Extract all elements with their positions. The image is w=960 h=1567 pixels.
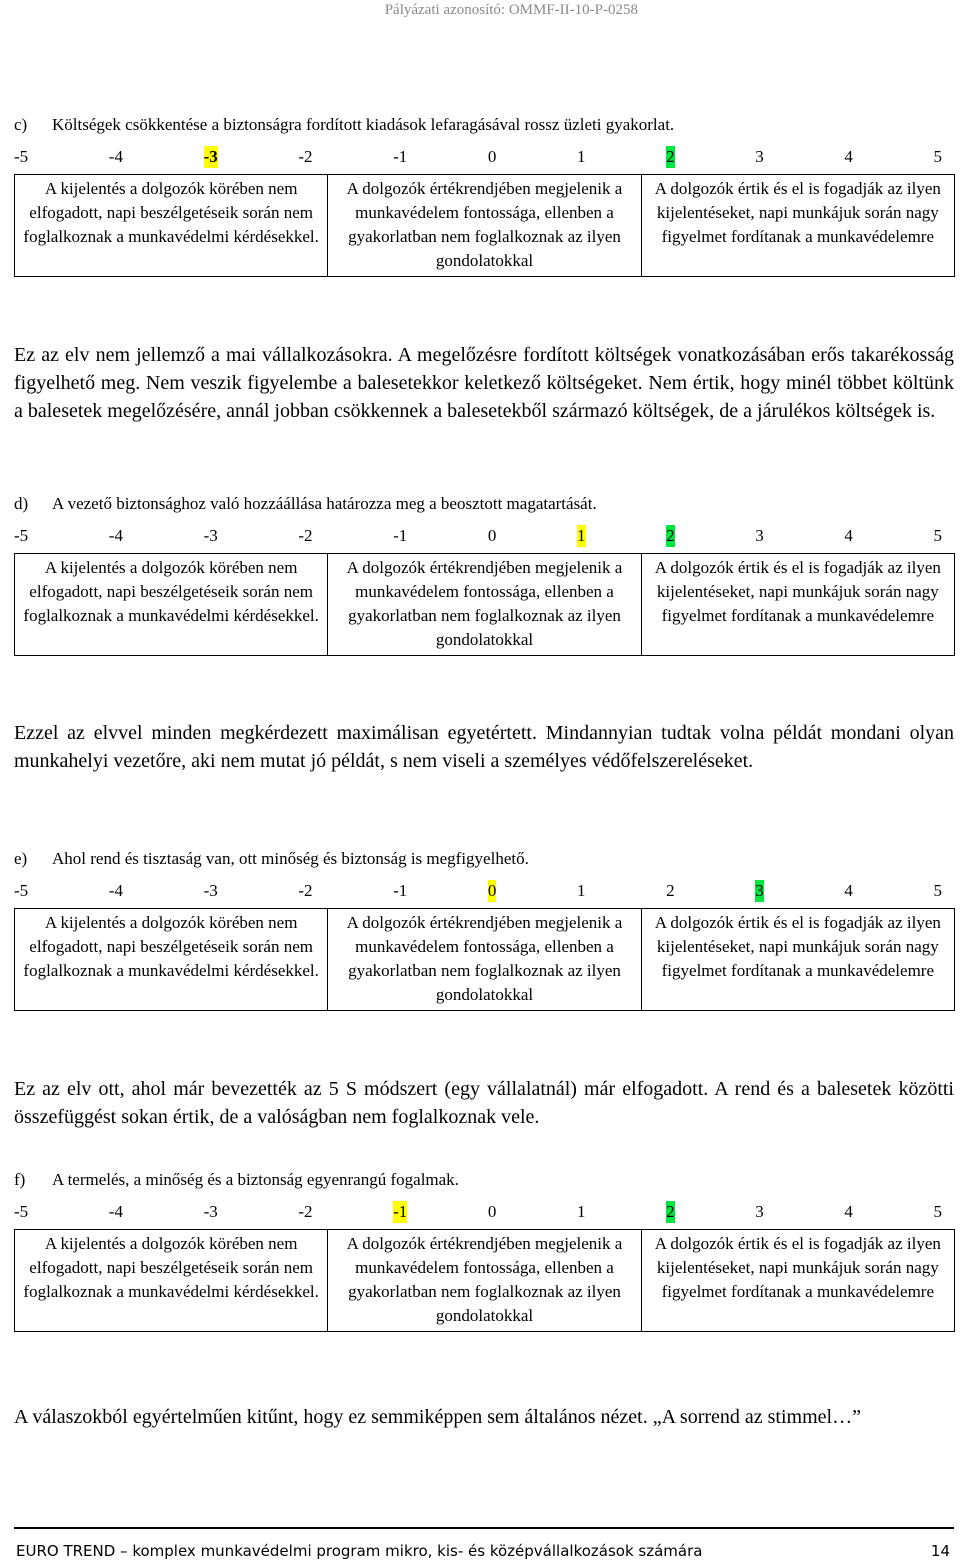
options-table	[14, 908, 955, 1011]
paragraph: Ez az elv nem jellemző a mai vállalkozásokra. A megelőzésre fordított költségek vonatkozásában erős takarékosság figyelhető meg. Nem veszik figyelembe a balesetekkor keletkező költségeket. Nem értik, hogy minél többet költünk a balesetek megelőzésére, annál jobban csökkennek a balesetekből származó költségek, de a járulékos költségek is.	[14, 344, 954, 422]
scale-value: 4	[844, 1202, 853, 1221]
scale-value-highlighted: 1	[577, 526, 586, 545]
scale-value: 1	[577, 147, 586, 166]
scale-value: 5	[933, 526, 942, 545]
scale-value: -2	[298, 881, 313, 900]
section-e	[14, 848, 954, 1011]
option-cell: A dolgozók értékrendjében megjelenik a munkavédelem fontossága, ellenben a gyakorlatban nem foglalkoznak az ilyen gondolatokkal	[328, 909, 641, 1011]
rating-scale	[14, 525, 954, 547]
scale-value: 4	[844, 526, 853, 545]
footer-text: EURO TREND – komplex munkavédelmi program mikro, kis- és középvállalkozások számára	[16, 1542, 703, 1560]
scale-value: 3	[755, 1202, 764, 1221]
scale-value: 0	[487, 147, 497, 166]
option-cell: A dolgozók értik és el is fogadják az ilyen kijelentéseket, napi munkájuk során nagy figyelmet fordítanak a munkavédelemre	[641, 554, 954, 656]
scale-value: 3	[755, 526, 764, 545]
paragraph: Ez az elv ott, ahol már bevezették az 5 S módszert (egy vállalatnál) már elfogadott. A rend és a balesetek közötti összefüggést sokan értik, de a valóságban nem foglalkoznak vele.	[14, 1078, 954, 1128]
scale-value-highlighted: 0	[487, 881, 497, 900]
section-f	[14, 1169, 954, 1332]
rating-scale	[14, 880, 954, 902]
options-table	[14, 174, 955, 277]
scale-value: -4	[108, 526, 123, 545]
rating-scale	[14, 146, 954, 168]
scale-value: -1	[393, 881, 408, 900]
option-cell: A dolgozók értik és el is fogadják az ilyen kijelentéseket, napi munkájuk során nagy figyelmet fordítanak a munkavédelemre	[641, 175, 954, 277]
paragraph: Ezzel az elvvel minden megkérdezett maximálisan egyetértett. Mindannyian tudtak volna példát mondani olyan munkahelyi vezetőre, aki nem mutat jó példát, s nem viseli a személyes védőfelszereléseket.	[14, 722, 954, 772]
scale-value: -3	[203, 1202, 218, 1221]
statement: c) Költségek csökkentése a biztonságra fordított kiadások lefaragásával rossz üzleti gyakorlat.	[14, 115, 675, 134]
option-cell: A kijelentés a dolgozók körében nem elfogadott, napi beszélgetéseik során nem foglalkoznak a munkavédelmi kérdésekkel.	[15, 175, 328, 277]
scale-value: -1	[393, 526, 408, 545]
footer-divider	[14, 1527, 954, 1529]
scale-value: -3	[203, 526, 218, 545]
paragraph: A válaszokból egyértelműen kitűnt, hogy ez semmiképpen sem általános nézet. „A sorrend az stimmel…”	[14, 1406, 861, 1428]
document-id-header: Pályázati azonosító: OMMF-II-10-P-0258	[384, 2, 638, 18]
option-cell: A dolgozók értékrendjében megjelenik a munkavédelem fontossága, ellenben a gyakorlatban nem foglalkoznak az ilyen gondolatokkal	[328, 554, 641, 656]
statement: d) A vezető biztonsághoz való hozzáállása határozza meg a beosztott magatartását.	[14, 494, 597, 513]
scale-value: -3	[203, 881, 218, 900]
scale-value-highlighted: -3	[203, 147, 218, 166]
section-d	[14, 493, 954, 656]
scale-value: 2	[666, 881, 675, 900]
statement: e) Ahol rend és tisztaság van, ott minőség és biztonság is megfigyelhető.	[14, 849, 529, 868]
scale-value: -2	[298, 1202, 313, 1221]
scale-value: 5	[933, 881, 942, 900]
scale-value-highlighted: -1	[393, 1202, 408, 1221]
option-cell: A dolgozók értik és el is fogadják az ilyen kijelentéseket, napi munkájuk során nagy figyelmet fordítanak a munkavédelemre	[641, 909, 954, 1011]
scale-value: -1	[393, 147, 408, 166]
scale-value: 1	[577, 1202, 586, 1221]
page-number: 14	[930, 1542, 950, 1560]
scale-value: 3	[755, 147, 764, 166]
scale-value: -2	[298, 147, 313, 166]
section-c	[14, 114, 954, 277]
scale-value: 5	[933, 1202, 942, 1221]
scale-value: 4	[844, 881, 853, 900]
statement: f) A termelés, a minőség és a biztonság egyenrangú fogalmak.	[14, 1170, 459, 1189]
scale-value: -4	[108, 1202, 123, 1221]
scale-value: 0	[487, 1202, 497, 1221]
option-cell: A dolgozók értékrendjében megjelenik a munkavédelem fontossága, ellenben a gyakorlatban nem foglalkoznak az ilyen gondolatokkal	[328, 175, 641, 277]
option-cell: A kijelentés a dolgozók körében nem elfogadott, napi beszélgetéseik során nem foglalkoznak a munkavédelmi kérdésekkel.	[15, 554, 328, 656]
option-cell: A kijelentés a dolgozók körében nem elfogadott, napi beszélgetéseik során nem foglalkoznak a munkavédelmi kérdésekkel.	[15, 1230, 328, 1332]
scale-value-highlighted: 2	[666, 1202, 675, 1221]
rating-scale	[14, 1201, 954, 1223]
scale-value: -5	[14, 1202, 29, 1221]
scale-value: 1	[577, 881, 586, 900]
scale-value: 0	[487, 526, 497, 545]
option-cell: A dolgozók értékrendjében megjelenik a munkavédelem fontossága, ellenben a gyakorlatban nem foglalkoznak az ilyen gondolatokkal	[328, 1230, 641, 1332]
scale-value: 5	[933, 147, 942, 166]
scale-value: -4	[108, 147, 123, 166]
scale-value: -5	[14, 147, 29, 166]
scale-value-highlighted: 2	[666, 526, 675, 545]
scale-value: -5	[14, 881, 29, 900]
scale-value: -2	[298, 526, 313, 545]
options-table	[14, 553, 955, 656]
scale-value: -5	[14, 526, 29, 545]
option-cell: A kijelentés a dolgozók körében nem elfogadott, napi beszélgetéseik során nem foglalkoznak a munkavédelmi kérdésekkel.	[15, 909, 328, 1011]
options-table	[14, 1229, 955, 1332]
scale-value-highlighted: 3	[755, 881, 764, 900]
scale-value: -4	[108, 881, 123, 900]
scale-value-highlighted: 2	[666, 147, 675, 166]
scale-value: 4	[844, 147, 853, 166]
footer	[16, 1542, 954, 1560]
option-cell: A dolgozók értik és el is fogadják az ilyen kijelentéseket, napi munkájuk során nagy figyelmet fordítanak a munkavédelemre	[641, 1230, 954, 1332]
